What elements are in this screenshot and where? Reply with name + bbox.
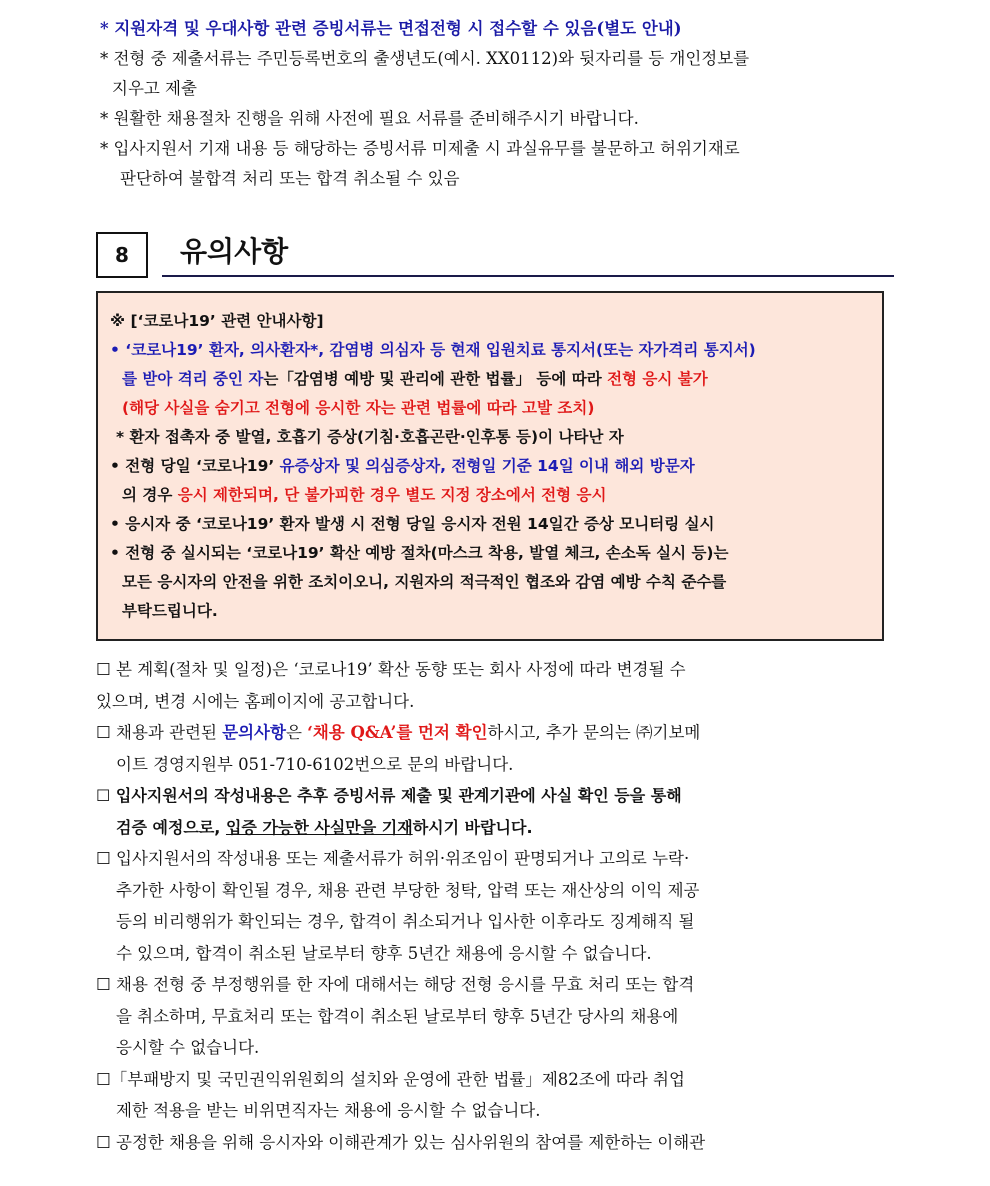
- covid-bullet1-line1: • ‘코로나19’ 환자, 의사환자*, 감염병 의심자 등 현재 입원치료 통지서(또는 자가격리 통지서): [110, 341, 756, 359]
- item7-line1: 공정한 채용을 위해 응시자와 이해관계가 있는 심사위원의 참여를 제한하는 이해관: [110, 1132, 706, 1152]
- covid-bullet1-line2: [110, 365, 870, 394]
- checkbox-icon: ☐: [96, 723, 111, 742]
- checkbox-icon: ☐: [96, 786, 111, 805]
- covid-b2-black-text: • 전형 당일 ‘코로나19’: [110, 457, 280, 475]
- covid-bullet4-line1: • 전형 중 실시되는 ‘코로나19’ 확산 예방 절차(마스크 착용, 발열 체크, 손소독 실시 등)는: [110, 544, 729, 562]
- item2-text-a: 채용과 관련된: [110, 723, 223, 742]
- item4-line1: 입사지원서의 작성내용 또는 제출서류가 허위·위조임이 판명되거나 고의로 누락·: [110, 849, 690, 868]
- list-item-anticorruption: [96, 1064, 896, 1096]
- item3-text-b: 하시기 바랍니다.: [412, 817, 533, 837]
- list-item-misconduct: [96, 969, 896, 1001]
- item3-text-a: 검증 예정으로,: [116, 817, 226, 837]
- covid-b2-blue-text: 유증상자 및 의심증상자, 전형일 기준 14일 이내 해외 방문자: [279, 457, 695, 475]
- covid-bullet1-note: * 환자 접촉자 중 발열, 호흡기 증상(기침·호흡곤란·인후통 등)이 나타난 자: [116, 428, 624, 446]
- note-privacy-line2: 지우고 제출: [112, 79, 197, 98]
- item2-inquiry-text: 문의사항: [222, 723, 286, 742]
- checkbox-icon: ☐: [96, 975, 111, 994]
- item3-line2: [96, 812, 896, 844]
- note-privacy-line1: * 전형 중 제출서류는 주민등록번호의 출생년도(예시. XX0112)와 뒷자리를 등 개인정보를: [100, 49, 750, 68]
- item6-line2: 제한 적용을 받는 비위면직자는 채용에 응시할 수 없습니다.: [116, 1101, 541, 1120]
- item2-text-c: 하시고, 추가 문의는 ㈜기보메: [487, 723, 701, 742]
- notice-list: [96, 654, 896, 1158]
- covid-bullet4-line3: 부탁드립니다.: [122, 602, 218, 620]
- covid-b1-black-text: 는「감염병 예방 및 관리에 관한 법률」 등에 따라: [263, 370, 608, 388]
- section-title: 유의사항: [180, 235, 289, 268]
- section-number: 8: [96, 232, 148, 278]
- section-underline: [162, 275, 894, 277]
- note-false-entry-line1: * 입사지원서 기재 내용 등 해당하는 증빙서류 미제출 시 과실유무를 불문하고 허위기재로: [100, 139, 740, 158]
- item3-line1: 입사지원서의 작성내용은 추후 증빙서류 제출 및 관계기관에 사실 확인 등을 통해: [110, 786, 682, 805]
- item2-qa-text: ‘채용 Q&A’를 먼저 확인: [307, 723, 488, 742]
- checkbox-icon: ☐: [96, 1069, 111, 1089]
- checkbox-icon: ☐: [96, 849, 111, 868]
- top-notes: [100, 14, 900, 194]
- item2-text-b: 은: [285, 723, 308, 742]
- covid-b1-blue-text: 를 받아 격리 중인 자: [122, 370, 264, 388]
- item2-line2: 이트 경영지원부 051-710-6102번으로 문의 바랍니다.: [116, 754, 514, 774]
- covid-b1-red-text: 전형 응시 불가: [607, 370, 708, 388]
- covid-heading: ※ [‘코로나19’ 관련 안내사항]: [110, 312, 324, 330]
- item3-underlined-text: 입증 가능한 사실만을 기재: [225, 817, 413, 837]
- note-prepare-docs: * 원활한 채용절차 진행을 위해 사전에 필요 서류를 준비해주시기 바랍니다.: [100, 109, 639, 128]
- item1-line1: 본 계획(절차 및 일정)은 ‘코로나19’ 확산 동향 또는 회사 사정에 따라 변경될 수: [110, 660, 686, 679]
- section-header: [96, 232, 894, 278]
- checkbox-icon: ☐: [96, 1132, 111, 1152]
- covid-bullet2-line1: [110, 452, 870, 481]
- covid-bullet3: • 응시자 중 ‘코로나19’ 환자 발생 시 전형 당일 응시자 전원 14일간 증상 모니터링 실시: [110, 515, 715, 533]
- item1-line2: 있으며, 변경 시에는 홈페이지에 공고합니다.: [96, 691, 415, 711]
- covid-bullet4-line2: 모든 응시자의 안전을 위한 조치이오니, 지원자의 적극적인 협조와 감염 예방 수칙 준수를: [122, 573, 727, 591]
- list-item-fair-hiring: [96, 1127, 896, 1159]
- item4-line2: 추가한 사항이 확인될 경우, 채용 관련 부당한 청탁, 압력 또는 재산상의 이익 제공: [116, 880, 700, 900]
- item5-line1: 채용 전형 중 부정행위를 한 자에 대해서는 해당 전형 응시를 무효 처리 또는 합격: [110, 975, 695, 994]
- list-item-verification: [96, 780, 896, 812]
- covid-b2-red-text: 응시 제한되며, 단 불가피한 경우 별도 지정 장소에서 전형 응시: [177, 486, 607, 504]
- list-item-inquiry: [96, 717, 896, 749]
- covid-bullet2-line2: [110, 481, 870, 510]
- item4-line3: 등의 비리행위가 확인되는 경우, 합격이 취소되거나 입사한 이후라도 징계해직 될: [116, 912, 695, 931]
- note-false-entry-line2: 판단하여 불합격 처리 또는 합격 취소될 수 있음: [120, 169, 460, 188]
- covid-bullet1-line3: (해당 사실을 숨기고 전형에 응시한 자는 관련 법률에 따라 고발 조치): [122, 399, 595, 417]
- item6-line1: 「부패방지 및 국민권익위원회의 설치와 운영에 관한 법률」제82조에 따라 취업: [110, 1069, 685, 1089]
- note-documents-interview: * 지원자격 및 우대사항 관련 증빙서류는 면접전형 시 접수할 수 있음(별도 안내): [100, 19, 682, 38]
- item5-line3: 응시할 수 없습니다.: [116, 1038, 260, 1057]
- item5-line2: 을 취소하며, 무효처리 또는 합격이 취소된 날로부터 향후 5년간 당사의 채용에: [116, 1006, 679, 1026]
- checkbox-icon: ☐: [96, 660, 111, 679]
- item4-line4: 수 있으며, 합격이 취소된 날로부터 향후 5년간 채용에 응시할 수 없습니다.: [116, 943, 652, 963]
- covid-b2-black-text2: 의 경우: [122, 486, 178, 504]
- covid-notice-box: [96, 291, 884, 641]
- list-item-plan-change: [96, 654, 896, 686]
- list-item-falsification: [96, 843, 896, 875]
